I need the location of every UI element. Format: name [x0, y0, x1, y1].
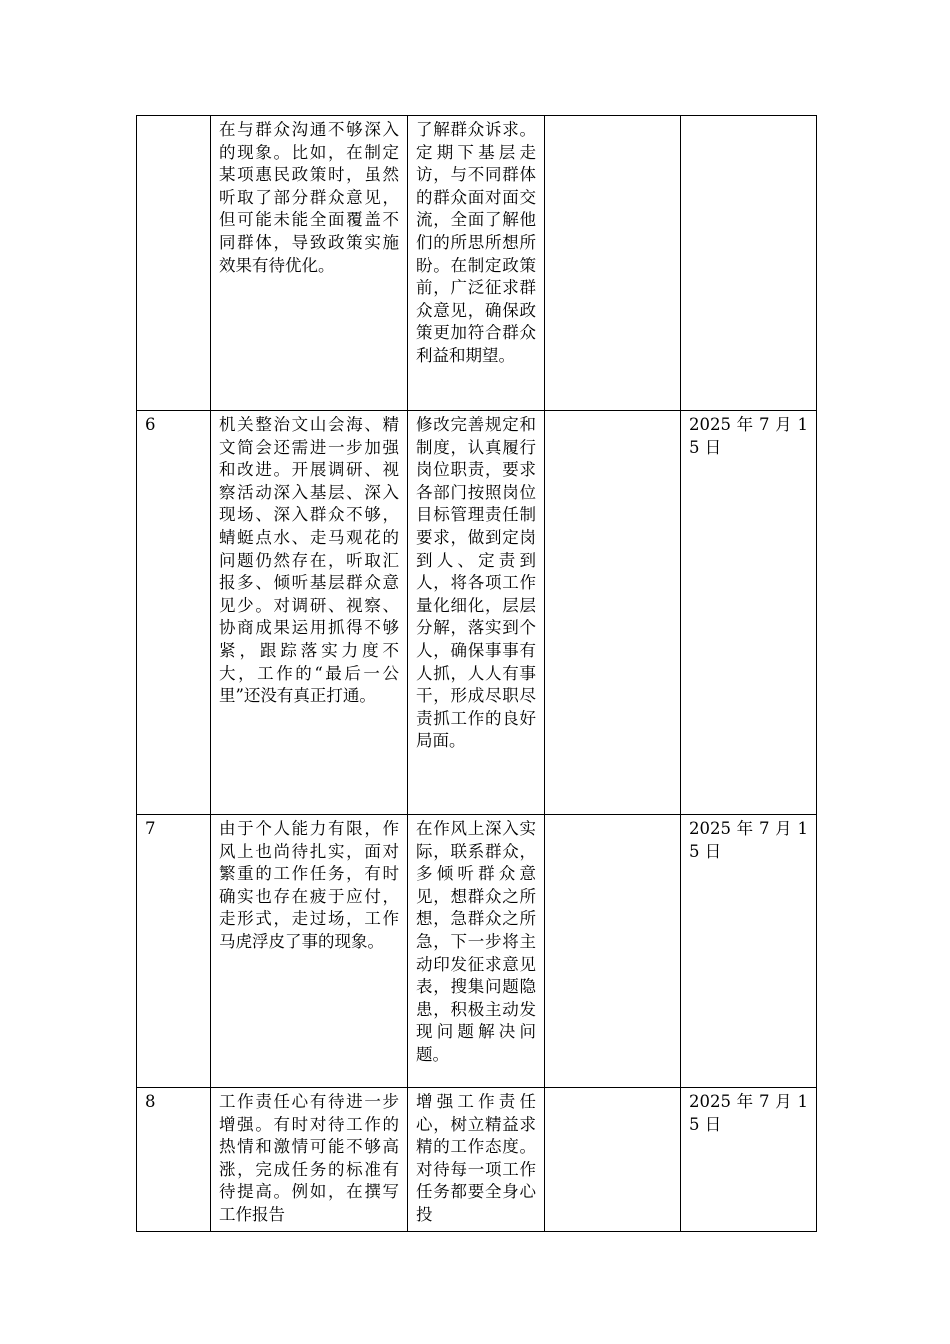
rectification-table — [136, 115, 817, 1232]
cell-blank — [545, 1088, 681, 1232]
cell-deadline: 2025 年 7 月 15 日 — [681, 815, 817, 1088]
cell-deadline: 2025 年 7 月 15 日 — [681, 411, 817, 815]
cell-number: 6 — [137, 411, 211, 815]
table-row — [137, 116, 817, 411]
cell-blank — [545, 116, 681, 411]
cell-blank — [545, 411, 681, 815]
cell-measure: 增强工作责任心，树立精益求精的工作态度。对待每一项工作任务都要全身心投 — [408, 1088, 545, 1232]
cell-problem: 在与群众沟通不够深入的现象。比如，在制定某项惠民政策时，虽然听取了部分群众意见，但可能未能全面覆盖不同群体，导致政策实施效果有待优化。 — [211, 116, 408, 411]
cell-blank — [545, 815, 681, 1088]
table-row — [137, 815, 817, 1088]
cell-measure: 修改完善规定和制度，认真履行岗位职责，要求各部门按照岗位目标管理责任制要求，做到定岗到人、定责到人，将各项工作量化细化，层层分解，落实到个人，确保事事有人抓，人人有事干，形成尽职尽责抓工作的良好局面。 — [408, 411, 545, 815]
cell-deadline — [681, 116, 817, 411]
cell-measure: 了解群众诉求。定期下基层走访，与不同群体的群众面对面交流，全面了解他们的所思所想所盼。在制定政策前，广泛征求群众意见，确保政策更加符合群众利益和期望。 — [408, 116, 545, 411]
table-row — [137, 1088, 817, 1232]
cell-deadline: 2025 年 7 月 15 日 — [681, 1088, 817, 1232]
table-row — [137, 411, 817, 815]
cell-number: 8 — [137, 1088, 211, 1232]
cell-problem: 由于个人能力有限，作风上也尚待扎实，面对繁重的工作任务，有时确实也存在疲于应付，走形式，走过场，工作马虎浮皮了事的现象。 — [211, 815, 408, 1088]
cell-problem: 工作责任心有待进一步增强。有时对待工作的热情和激情可能不够高涨，完成任务的标准有待提高。例如，在撰写工作报告 — [211, 1088, 408, 1232]
cell-number: 7 — [137, 815, 211, 1088]
cell-problem: 机关整治文山会海、精文简会还需进一步加强和改进。开展调研、视察活动深入基层、深入现场、深入群众不够，蜻蜓点水、走马观花的问题仍然存在，听取汇报多、倾听基层群众意见少。对调研、视察、协商成果运用抓得不够紧，跟踪落实力度不大，工作的“最后一公里”还没有真正打通。 — [211, 411, 408, 815]
cell-measure: 在作风上深入实际，联系群众，多倾听群众意见，想群众之所想，急群众之所急，下一步将主动印发征求意见表，搜集问题隐患，积极主动发现问题解决问题。 — [408, 815, 545, 1088]
cell-number — [137, 116, 211, 411]
